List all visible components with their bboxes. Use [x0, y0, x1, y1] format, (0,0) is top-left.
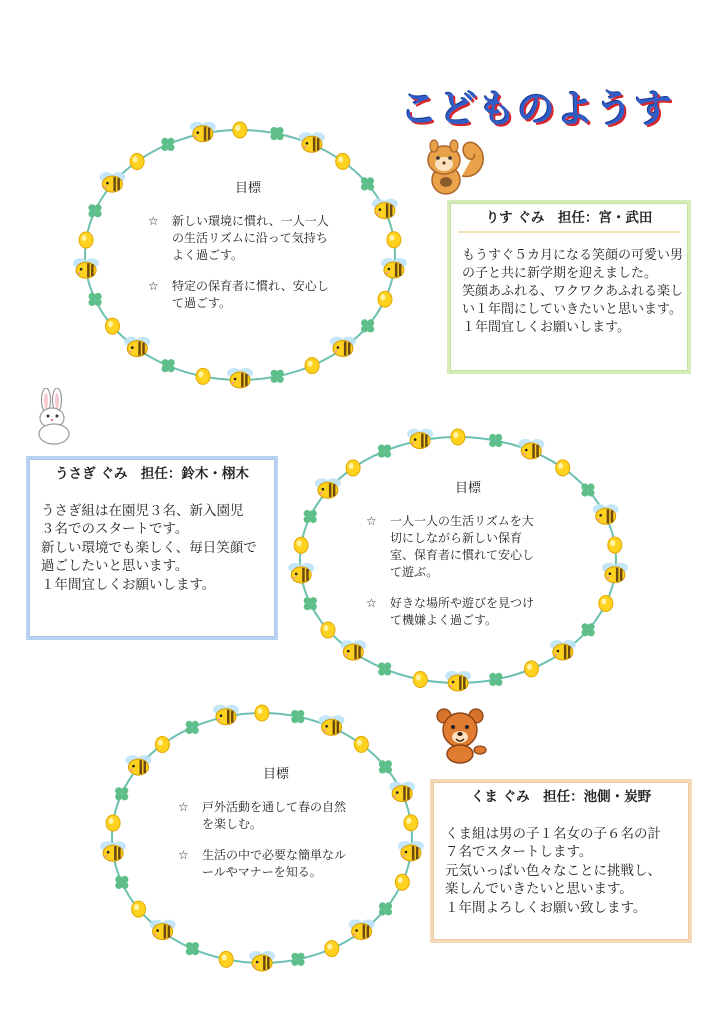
goal-line: の生活リズムに沿って気持ち — [172, 231, 328, 245]
goal-box-3 — [178, 766, 374, 895]
star-icon: ☆ — [148, 214, 159, 228]
flower-bud-icon — [404, 815, 418, 831]
flower-bud-icon — [155, 737, 169, 753]
risu-class-card — [447, 200, 691, 374]
goal-line: 新しい環境に慣れ、一人一人 — [172, 214, 329, 228]
card-line: もうすぐ５カ月になる笑顔の可愛い男 — [462, 248, 684, 263]
goal-item — [178, 847, 374, 881]
card-line: の子と共に新学期を迎えました。 — [462, 266, 658, 281]
kuma-class-card — [430, 779, 692, 943]
card-line: １年間宜しくお願いします。 — [41, 576, 216, 593]
bee-icon — [100, 841, 126, 861]
card-line: １年間宜しくお願いします。 — [462, 320, 630, 335]
bee-icon — [389, 782, 415, 802]
card-title: くま ぐみ 担任：池側・炭野 — [470, 789, 652, 805]
bee-icon — [213, 705, 239, 725]
bee-icon — [349, 920, 375, 940]
goal-line: を楽しむ。 — [202, 817, 263, 831]
card-line: うさぎ組は在園児３名、新入園児 — [41, 502, 244, 519]
bee-icon — [249, 951, 275, 971]
card-line: 笑顔あふれる、ワクワクあふれる楽し — [462, 284, 684, 299]
card-line: 楽しんでいきたいと思います。 — [445, 881, 633, 897]
star-icon: ☆ — [178, 848, 189, 862]
goal-line: 切にしながら新しい保育 — [390, 531, 523, 545]
star-icon: ☆ — [366, 596, 377, 610]
card-line: い１年間にしていきたいと思います。 — [462, 302, 682, 317]
goal-line: よく過ごす。 — [172, 248, 244, 262]
flower-bud-icon — [255, 705, 269, 721]
card-body — [433, 811, 689, 926]
card-line: 元気いっぱい色々なことに挑戦し、 — [445, 862, 661, 879]
card-line: 新しい環境でも楽しく、毎日笑顔で — [41, 539, 257, 556]
goal-item — [178, 799, 374, 833]
card-line: ７名でスタートします。 — [445, 844, 593, 860]
goal-heading: 目標 — [234, 181, 261, 196]
card-line: くま組は男の子１名女の子６名の計 — [445, 825, 661, 842]
usagi-class-card — [26, 456, 278, 640]
goal-heading: 目標 — [454, 481, 481, 496]
bee-icon — [150, 920, 176, 940]
star-icon: ☆ — [178, 800, 189, 814]
goal-line: て機嫌よく過ごす。 — [390, 613, 498, 627]
goal-line: 戸外活動を通して春の自然 — [202, 800, 347, 814]
flower-bud-icon — [354, 736, 368, 752]
goal-heading: 目標 — [262, 767, 289, 782]
star-icon: ☆ — [366, 514, 377, 528]
goal-line: て遊ぶ。 — [390, 565, 439, 579]
card-body — [450, 233, 688, 345]
goal-line: 特定の保育者に慣れ、安心し — [172, 279, 329, 293]
flower-bud-icon — [106, 815, 120, 831]
page-title: こどものようす — [400, 87, 674, 131]
card-line: 過ごしたいと思います。 — [41, 558, 189, 574]
bee-icon — [126, 755, 152, 775]
goal-line: て過ごす。 — [172, 296, 232, 310]
card-line: ３名でのスタートです。 — [41, 521, 189, 537]
flower-bud-icon — [132, 901, 146, 917]
star-icon: ☆ — [148, 279, 159, 293]
card-body — [29, 488, 275, 603]
card-title: うさぎ ぐみ 担任：鈴木・栩木 — [55, 466, 249, 482]
goal-line: ールやマナーを知る。 — [202, 865, 322, 879]
flower-bud-icon — [325, 941, 339, 957]
goal-line: 好きな場所や遊びを見つけ — [390, 596, 535, 610]
goal-line: 生活の中で必要な簡単なル — [202, 848, 347, 862]
bee-icon — [398, 841, 424, 861]
goal-line: 一人一人の生活リズムを大 — [390, 514, 534, 528]
flower-bud-icon — [219, 951, 233, 967]
card-line: １年間よろしくお願い致します。 — [445, 899, 647, 916]
card-title: りす ぐみ 担任：宮・武田 — [458, 203, 680, 233]
goal-line: 室、保育者に慣れて安心し — [390, 548, 535, 562]
flower-bud-icon — [395, 874, 409, 890]
